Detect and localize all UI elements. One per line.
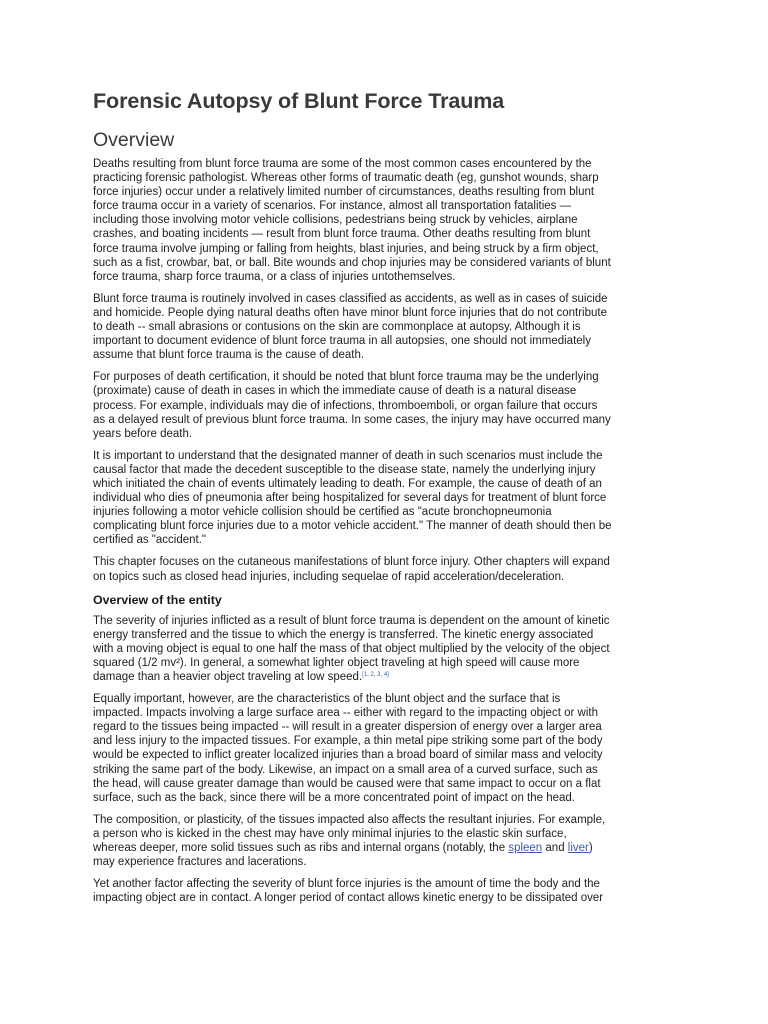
entity-paragraph-4 — [93, 877, 679, 905]
text-line: assume that blunt force trauma is the cause of death. — [93, 349, 365, 362]
text-line: The composition, or plasticity, of the tissues impacted also affects the resultant injuries. For example, — [93, 813, 606, 826]
text-line: regard to the tissues being impacted -- will result in a greater dispersion of energy over a larger area — [93, 721, 602, 734]
text-line: force trauma, sharp force trauma, or a class of injuries untothemselves. — [93, 270, 456, 283]
text-segment: whereas deeper, more solid tissues such as ribs and internal organs (notably, the — [93, 842, 506, 855]
text-line: complicating blunt force injuries due to a motor vehicle accident." The manner of death should then be — [93, 520, 612, 533]
text-line: Yet another factor affecting the severity of blunt force injuries is the amount of time the body and the — [93, 878, 600, 891]
text-segment: damage than a heavier object traveling at low speed. — [93, 671, 363, 683]
text-line: force trauma involve jumping or falling from heights, blast injuries, and being struck by a firm object, — [93, 242, 599, 255]
text-line: important to document evidence of blunt force trauma in all autopsies, one should not immediately — [93, 335, 591, 348]
text-line: impacting object are in contact. A longer period of contact allows kinetic energy to be dissipated over — [93, 892, 604, 905]
text-line: with a moving object is equal to one half the mass of that object multiplied by the velocity of the object — [93, 642, 610, 655]
reference-links[interactable]: [1, 2, 3, 4] — [362, 672, 389, 678]
text-line: squared (1/2 mv²). In general, a somewhat lighter object traveling at high speed will cause more — [93, 656, 580, 669]
entity-paragraph-2 — [93, 692, 679, 805]
text-line: such as a fist, crowbar, bat, or ball. Bite wounds and chop injuries may be considered variants of blunt — [93, 256, 611, 269]
text-line: including those involving motor vehicle collisions, pedestrians being struck by vehicles, airplane — [93, 214, 578, 227]
text-line: Blunt force trauma is routinely involved in cases classified as accidents, as well as in cases of suicide — [93, 292, 608, 305]
text-line: (proximate) cause of death in cases in which the immediate cause of death is a natural disease — [93, 385, 577, 398]
entity-paragraph-1 — [93, 614, 679, 684]
text-line: practicing forensic pathologist. Whereas other forms of traumatic death (eg, gunshot wounds, sharp — [93, 172, 599, 185]
text-line: force injuries) occur under a relatively limited number of circumstances, deaths resulting from blunt — [93, 186, 595, 199]
text-line: impacted. Impacts involving a large surface area -- either with regard to the impacting object or with — [93, 707, 598, 720]
entity-paragraph-3 — [93, 813, 679, 869]
text-line: Deaths resulting from blunt force trauma are some of the most common cases encountered by the — [93, 158, 592, 170]
paragraph-2 — [93, 292, 679, 362]
text-line: which initiated the chain of events ultimately leading to death. For example, the cause of death of an — [93, 477, 602, 490]
text-line: may experience fractures and lacerations. — [93, 856, 307, 869]
text-line: The severity of injuries inflicted as a result of blunt force trauma is dependent on the amount of kinetic — [93, 614, 610, 627]
paragraph-4 — [93, 449, 679, 548]
text-segment: and — [542, 842, 568, 855]
text-segment: ) — [588, 842, 593, 855]
text-line: energy transferred and the tissue to which the energy is transferred. The kinetic energy associated — [93, 628, 594, 641]
text-line: It is important to understand that the designated manner of death in such scenarios must include the — [93, 449, 603, 462]
text-line: and less injury to the impacted tissues. For example, a thin metal pipe striking some part of the body — [93, 735, 603, 748]
entity-heading: Overview of the entity — [93, 592, 222, 607]
text-line: For purposes of death certification, it should be noted that blunt force trauma may be the underlying — [93, 371, 599, 384]
overview-heading: Overview — [93, 129, 175, 151]
text-line: as a delayed result of previous blunt force trauma. In some cases, the injury may have occurred many — [93, 413, 611, 426]
text-line: crashes, and boating incidents — result from blunt force trauma. Other deaths resulting from blunt — [93, 228, 591, 241]
paragraph-1 — [93, 157, 679, 284]
text-line — [93, 670, 679, 684]
text-line: and homicide. People dying natural deaths often have minor blunt force injuries that do not contribute — [93, 306, 607, 319]
text-line: the head, will cause greater damage than would be caused were that same impact to occur on a flat — [93, 777, 601, 790]
text-line: striking the same part of the body. Likewise, an impact on a small area of a curved surface, such as — [93, 763, 598, 776]
text-line: certified as "accident." — [93, 534, 206, 547]
text-line: would be expected to inflict greater localized injuries than a broad board of similar mass and velocity — [93, 749, 603, 762]
text-line: Equally important, however, are the characteristics of the blunt object and the surface that is — [93, 693, 561, 706]
text-line: process. For example, individuals may die of infections, thromboemboli, or organ failure that occurs — [93, 399, 598, 412]
text-line: on topics such as closed head injuries, including sequelae of rapid acceleration/deceleration. — [93, 570, 565, 583]
page-title: Forensic Autopsy of Blunt Force Trauma — [93, 89, 505, 113]
document-page — [93, 84, 679, 913]
spleen-link[interactable]: spleen — [508, 842, 543, 855]
text-line: to death -- small abrasions or contusions on the skin are commonplace at autopsy. Although it is — [93, 321, 581, 334]
text-line: a person who is kicked in the chest may have only minimal injuries to the elastic skin surface, — [93, 827, 567, 840]
text-line: surface, such as the back, since there will be a more concentrated point of impact on the head. — [93, 791, 575, 804]
text-line: years before death. — [93, 427, 193, 440]
paragraph-5 — [93, 555, 679, 583]
text-line: individual who dies of pneumonia after being hospitalized for several days for treatment of blunt force — [93, 492, 607, 505]
text-line: force trauma occur in a variety of scenarios. For instance, almost all transportation fatalities — — [93, 200, 572, 213]
text-line — [93, 841, 679, 855]
liver-link[interactable]: liver — [567, 842, 589, 855]
text-line: This chapter focuses on the cutaneous manifestations of blunt force injury. Other chapters will expand — [93, 556, 610, 569]
paragraph-3 — [93, 370, 679, 440]
text-line: causal factor that made the decedent susceptible to the disease state, namely the underlying injury — [93, 463, 596, 476]
text-line: injuries following a motor vehicle collision should be certified as "acute bronchopneumonia — [93, 506, 552, 519]
